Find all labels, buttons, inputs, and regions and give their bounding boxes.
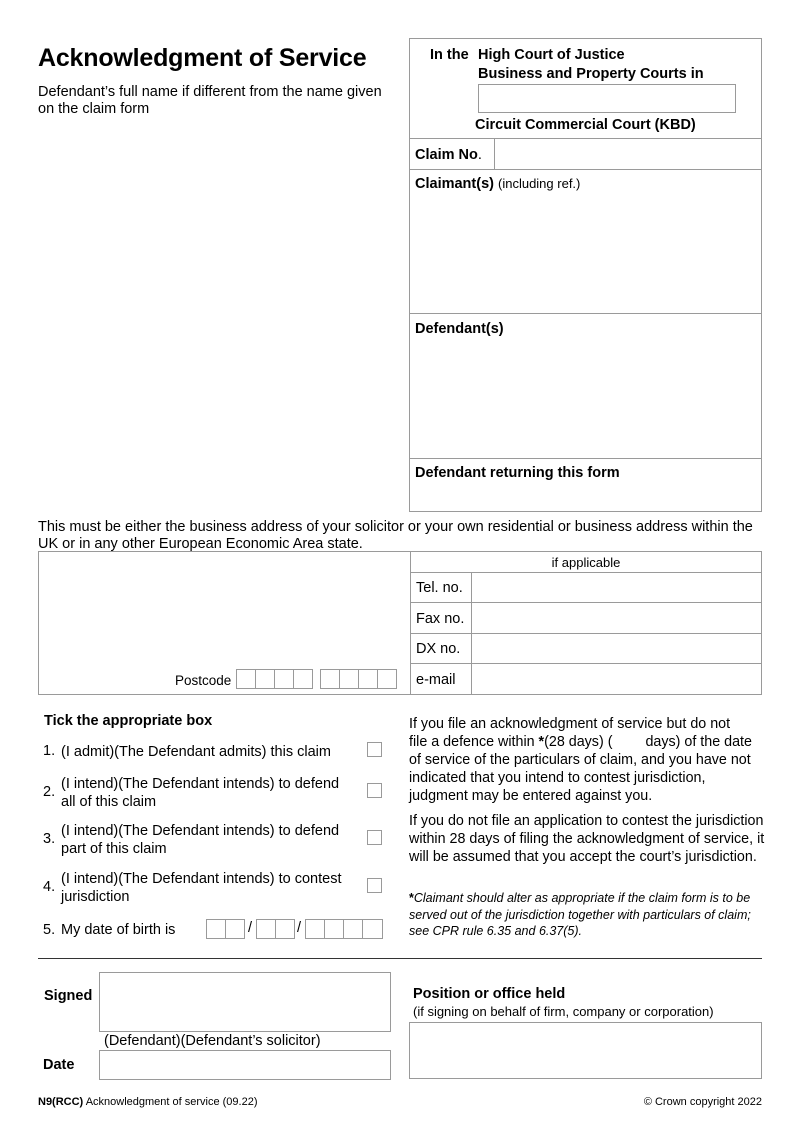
fax-label: Fax no. bbox=[416, 611, 465, 627]
option-number: 3. bbox=[43, 831, 56, 847]
dx-field[interactable] bbox=[472, 634, 761, 663]
dob-slash: / bbox=[248, 920, 253, 936]
divider bbox=[409, 458, 762, 459]
tel-label: Tel. no. bbox=[416, 580, 463, 596]
option-number: 2. bbox=[43, 784, 56, 800]
postcode-label: Postcode bbox=[175, 673, 232, 688]
claimants-note: (including ref.) bbox=[498, 176, 581, 191]
option-1-checkbox[interactable] bbox=[367, 742, 382, 757]
postcode-cell[interactable] bbox=[293, 669, 313, 689]
court-line-1: High Court of Justice bbox=[478, 47, 625, 63]
dob-year-cell[interactable] bbox=[305, 919, 325, 939]
info-line-2b: (28 days) ( bbox=[544, 734, 613, 750]
option-text: (I intend)(The Defendant intends) to defend part of this claim bbox=[61, 823, 340, 857]
dob-slash: / bbox=[297, 920, 302, 936]
position-label: Position or office held bbox=[413, 986, 566, 1002]
info-note bbox=[409, 890, 765, 940]
dob-day-cell[interactable] bbox=[206, 919, 226, 939]
divider bbox=[409, 313, 762, 314]
info-para-1 bbox=[409, 715, 765, 805]
dx-label: DX no. bbox=[416, 641, 461, 657]
court-line-2: Business and Property Courts in bbox=[478, 66, 704, 82]
dob-field[interactable] bbox=[206, 919, 383, 939]
postcode-cell[interactable] bbox=[339, 669, 359, 689]
address-note: This must be either the business address of your solicitor or your own residential or business address within the UK or in any other European Economic Area state. bbox=[38, 519, 753, 552]
postcode-cell[interactable] bbox=[236, 669, 256, 689]
option-text: (I intend)(The Defendant intends) to contest jurisdiction bbox=[61, 871, 342, 905]
option-number: 1. bbox=[43, 743, 56, 759]
postcode-cell[interactable] bbox=[255, 669, 275, 689]
info-line-2a: file a defence within bbox=[409, 734, 539, 750]
claimants-text: Claimant(s) bbox=[415, 176, 494, 192]
signed-label: Signed bbox=[44, 988, 93, 1004]
dob-month-cell[interactable] bbox=[256, 919, 276, 939]
note-text: Claimant should alter as appropriate if the claim form is to be served out of the jurisdiction together with particulars of claim; see CPR rule 6.35 and 6.37(5). bbox=[409, 891, 751, 938]
dob-number: 5. bbox=[43, 922, 56, 938]
postcode-cell[interactable] bbox=[320, 669, 340, 689]
claim-no-dot: . bbox=[477, 147, 482, 163]
info-line-2 bbox=[409, 733, 765, 751]
tick-heading: Tick the appropriate box bbox=[44, 713, 213, 729]
claimants-label bbox=[415, 176, 580, 192]
if-applicable-label: if applicable bbox=[551, 555, 621, 570]
postcode-field[interactable] bbox=[236, 669, 398, 689]
tel-field[interactable] bbox=[472, 573, 761, 602]
postcode-cell[interactable] bbox=[274, 669, 294, 689]
option-text: (I intend)(The Defendant intends) to defend all of this claim bbox=[61, 776, 340, 810]
email-label: e-mail bbox=[416, 672, 456, 688]
postcode-cell[interactable] bbox=[358, 669, 378, 689]
info-line-1: If you file an acknowledgment of service but do not bbox=[409, 716, 731, 732]
defendants-label: Defendant(s) bbox=[415, 321, 504, 337]
dob-year-cell[interactable] bbox=[343, 919, 363, 939]
option-2-checkbox[interactable] bbox=[367, 783, 382, 798]
dob-year-cell[interactable] bbox=[362, 919, 383, 939]
footer-form-code bbox=[38, 1096, 258, 1108]
email-field[interactable] bbox=[472, 664, 761, 694]
option-text: (I admit)(The Defendant admits) this claim bbox=[61, 744, 331, 760]
note-star: * bbox=[409, 891, 414, 905]
option-4-checkbox[interactable] bbox=[367, 878, 382, 893]
info-star: * bbox=[538, 734, 545, 750]
fax-field[interactable] bbox=[472, 603, 761, 633]
claim-no-text: Claim No bbox=[415, 147, 478, 163]
defendants-field[interactable] bbox=[410, 340, 761, 457]
returning-label: Defendant returning this form bbox=[415, 465, 620, 481]
signer-role: (Defendant)(Defendant’s solicitor) bbox=[104, 1033, 321, 1049]
postcode-cell[interactable] bbox=[377, 669, 397, 689]
dob-month-cell[interactable] bbox=[275, 919, 295, 939]
info-rest: of service of the particulars of claim, and you have not indicated that you intend to contest jurisdiction, judgment may be entered against you. bbox=[409, 752, 751, 804]
position-note: (if signing on behalf of firm, company or corporation) bbox=[413, 1004, 714, 1019]
dob-year-cell[interactable] bbox=[324, 919, 344, 939]
info-para-2: If you do not file an application to contest the jurisdiction within 28 days of filing the acknowledgment of service, it will be assumed that you accept the court’s jurisdiction. bbox=[409, 813, 765, 865]
claim-no-label bbox=[415, 147, 482, 163]
option-3-checkbox[interactable] bbox=[367, 830, 382, 845]
info-line-2c: days) of the date bbox=[645, 734, 752, 750]
claimants-field[interactable] bbox=[410, 196, 761, 312]
section-divider bbox=[38, 958, 762, 959]
divider bbox=[409, 169, 762, 170]
dob-day-cell[interactable] bbox=[225, 919, 245, 939]
court-in-the: In the bbox=[430, 47, 469, 63]
dob-label: My date of birth is bbox=[61, 922, 176, 938]
court-line-3: Circuit Commercial Court (KBD) bbox=[475, 117, 696, 133]
footer-copyright: © Crown copyright 2022 bbox=[643, 1096, 762, 1108]
position-field[interactable] bbox=[409, 1022, 762, 1079]
claim-no-field[interactable] bbox=[495, 139, 761, 169]
defendant-name-note: Defendant’s full name if different from the name given on the claim form bbox=[38, 84, 382, 117]
date-label: Date bbox=[43, 1057, 75, 1073]
date-field[interactable] bbox=[99, 1050, 391, 1080]
court-name-field[interactable] bbox=[478, 84, 736, 113]
signature-field[interactable] bbox=[99, 972, 391, 1032]
footer-title: Acknowledgment of service (09.22) bbox=[85, 1096, 258, 1108]
footer-code: N9(RCC) bbox=[38, 1096, 84, 1108]
page-title: Acknowledgment of Service bbox=[38, 44, 367, 72]
option-number: 4. bbox=[43, 879, 56, 895]
